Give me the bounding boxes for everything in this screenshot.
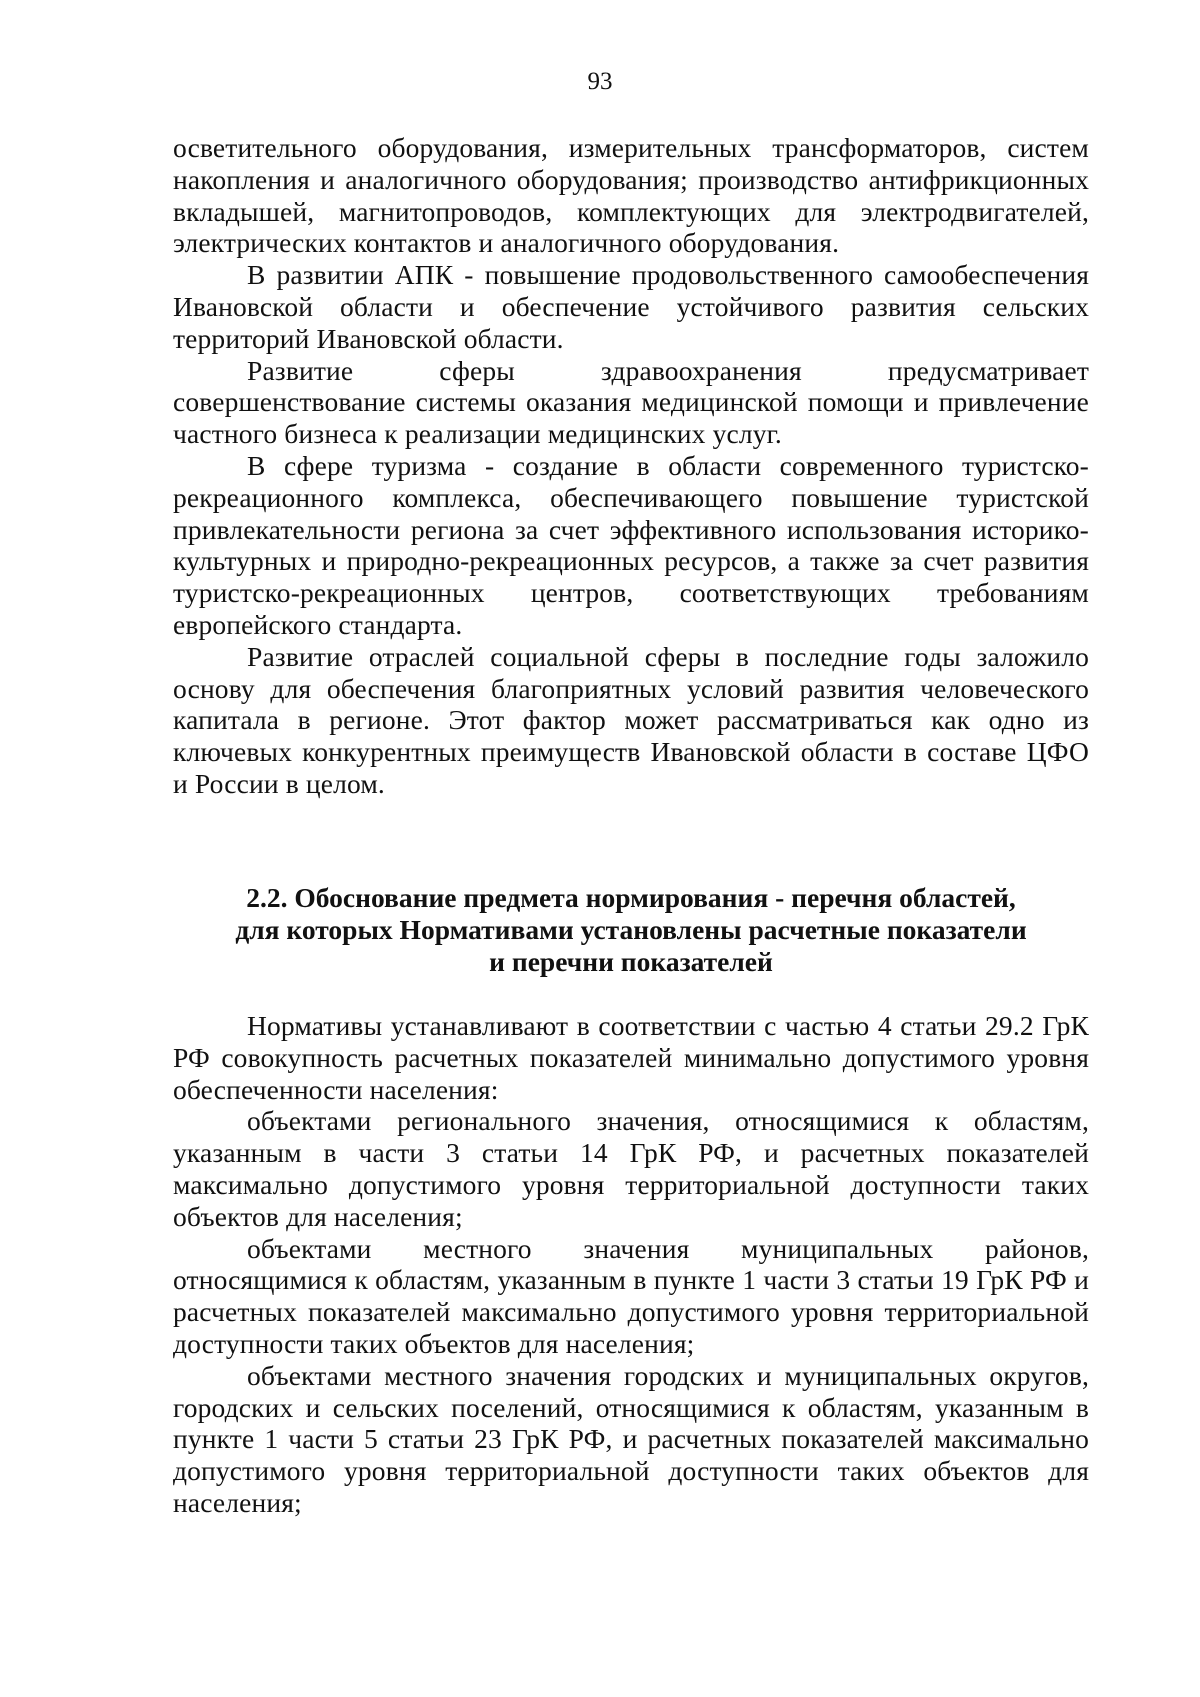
paragraph-tourism: В сфере туризма - создание в области современного туристско-рекреационного комплекса, обеспечивающего повышение туристской привлекательности региона за счет эффективного использования историко-культурных и природно-рекреационных ресурсов, а также за счет развития туристско-рекреационных центров, соответствующих требованиям европейского стандарта.	[173, 449, 1089, 640]
page-number: 93	[587, 68, 613, 95]
intro-text-block	[173, 132, 1089, 800]
section-heading	[173, 882, 1089, 977]
paragraph-district-objects: объектами местного значения муниципальных районов, относящимися к областям, указанным в пункте 1 части 3 статьи 19 ГрК РФ и расчетных показателей максимально допустимого уровня территориальной доступности таких объектов для населения;	[173, 1232, 1089, 1359]
section-heading-line: 2.2. Обоснование предмета нормирования - перечня областей,	[246, 882, 1016, 913]
paragraph-healthcare: Развитие сферы здравоохранения предусматривает совершенствование системы оказания медицинской помощи и привлечение частного бизнеса к реализации медицинских услуг.	[173, 354, 1089, 450]
section-heading-line: для которых Нормативами установлены расчетные показатели	[235, 913, 1027, 945]
section-heading-line: и перечни показателей	[489, 945, 773, 977]
paragraph-local-objects: объектами местного значения городских и муниципальных округов, городских и сельских поселений, относящимися к областям, указанным в пункте 1 части 5 статьи 23 ГрК РФ, и расчетных показателей максимально допустимого уровня территориальной доступности таких объектов для населения;	[173, 1359, 1089, 1518]
paragraph-equipment: осветительного оборудования, измерительных трансформаторов, систем накопления и аналогичного оборудования; производство антифрикционных вкладышей, магнитопроводов, комплектующих для электродвигателей, электрических контактов и аналогичного оборудования.	[173, 132, 1089, 259]
paragraph-regional-objects: объектами регионального значения, относящимися к областям, указанным в части 3 статьи 14 ГрК РФ, и расчетных показателей максимально допустимого уровня территориальной доступности таких объектов для населения;	[173, 1105, 1089, 1232]
normatives-text-block	[173, 1010, 1089, 1519]
paragraph-normatives-intro: Нормативы устанавливают в соответствии с частью 4 статьи 29.2 ГрК РФ совокупность расчетных показателей минимально допустимого уровня обеспеченности населения:	[173, 1010, 1089, 1105]
paragraph-apk: В развитии АПК - повышение продовольственного самообеспечения Ивановской области и обеспечение устойчивого развития сельских территорий Ивановской области.	[173, 259, 1089, 354]
paragraph-social-sphere: Развитие отраслей социальной сферы в последние годы заложило основу для обеспечения благоприятных условий развития человеческого капитала в регионе. Этот фактор может рассматриваться как одно из ключевых конкурентных преимуществ Ивановской области в составе ЦФО и России в целом.	[173, 640, 1089, 799]
